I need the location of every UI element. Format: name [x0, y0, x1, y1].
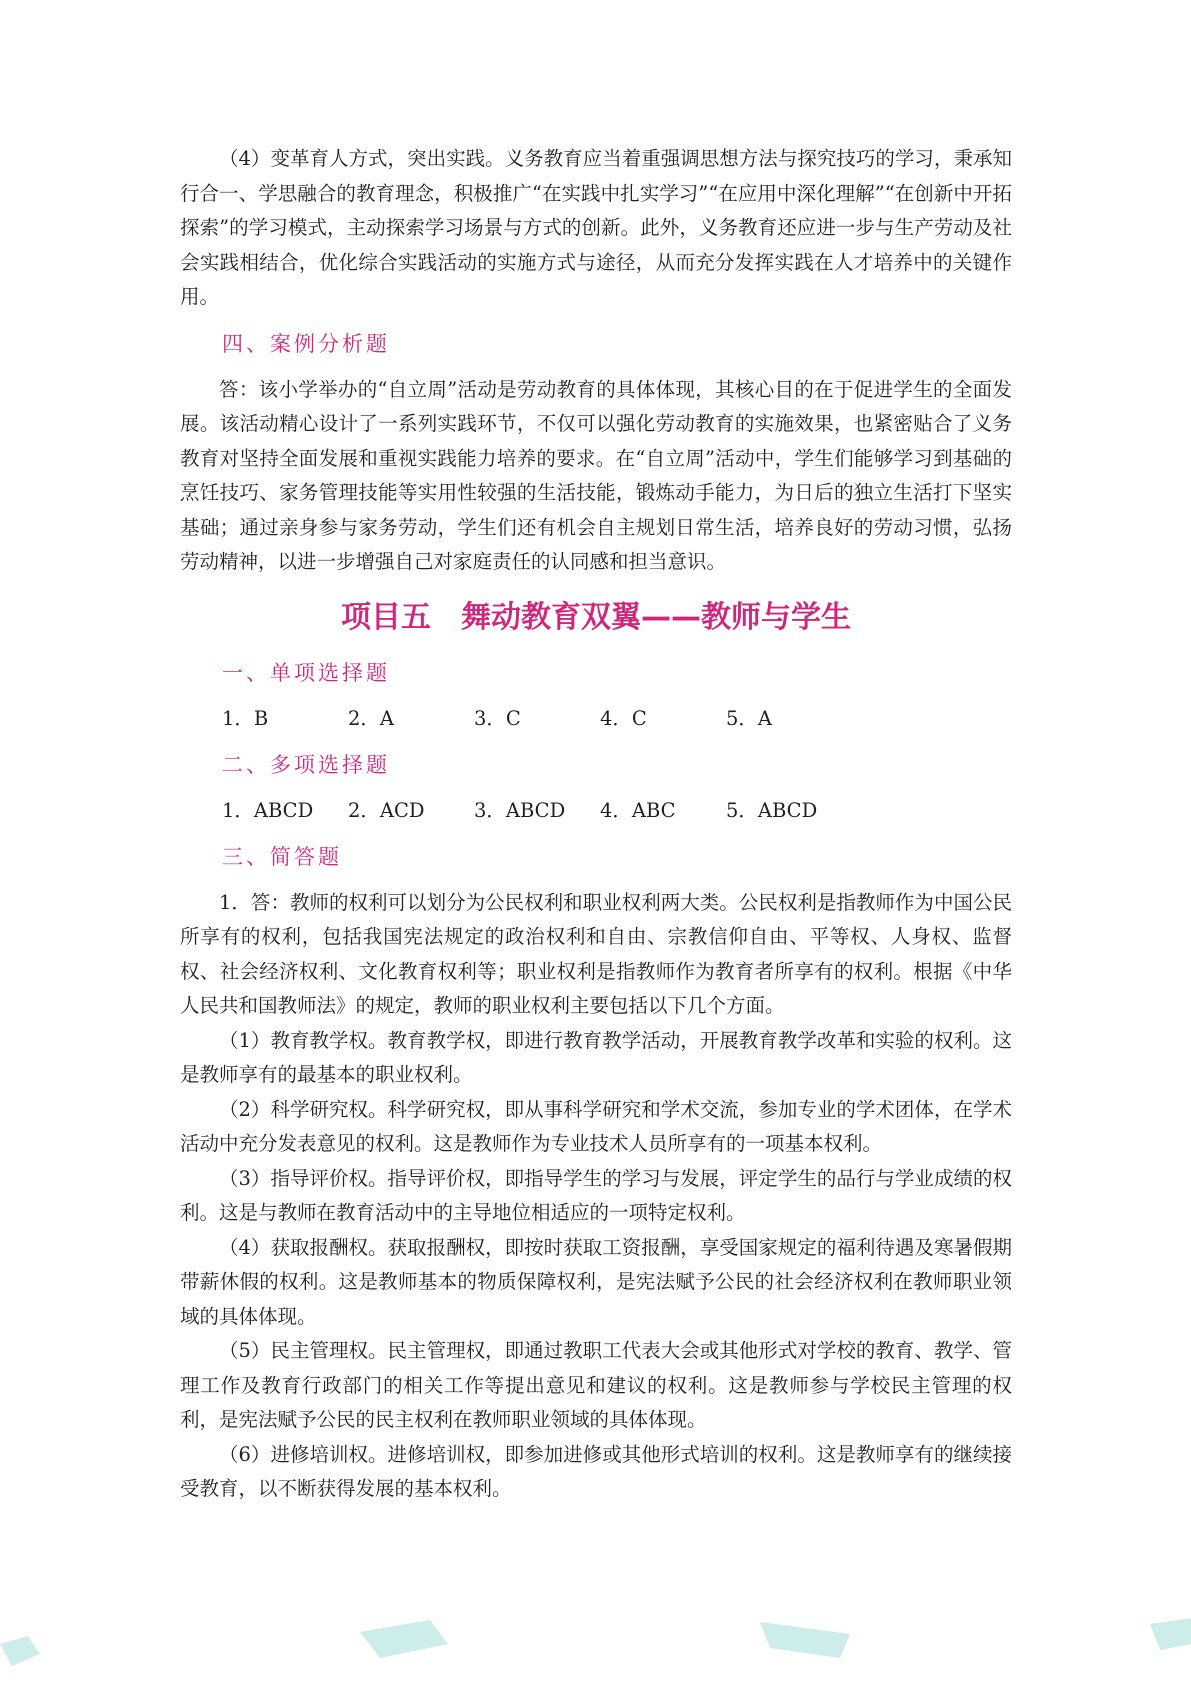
paragraph-reform-practice: （4）变革育人方式，突出实践。义务教育应当着重强调思想方法与探究技巧的学习，秉承知行合一、学思融合的教育理念，积极推广“在实践中扎实学习”“在应用中深化理解”“在创新中开拓探索”的学习模式，主动探索学习场景与方式的创新。此外，义务教育还应进一步与生产劳动及社会实践相结合，优化综合实践活动的实施方式与途径，从而充分发挥实践在人才培养中的关键作用。 — [180, 147, 1012, 308]
paragraph-teaching-right: （1）教育教学权。教育教学权，即进行教育教学活动，开展教育教学改革和实验的权利。这是教师享有的最基本的职业权利。 — [180, 1028, 1012, 1086]
multi-choice-answer: 4．ABC — [600, 798, 676, 822]
watermark-mark — [0, 1636, 40, 1666]
multi-choice-answers — [180, 794, 1012, 828]
watermark-mark — [360, 1620, 448, 1658]
section-heading-short-answer: 三、简答题 — [222, 844, 342, 869]
paragraph-evaluation-right: （3）指导评价权。指导评价权，即指导学生的学习与发展，评定学生的品行与学业成绩的权利。这是与教师在教育活动中的主导地位相适应的一项特定权利。 — [180, 1166, 1012, 1224]
paragraph-case-answer: 答：该小学举办的“自立周”活动是劳动教育的具体体现，其核心目的在于促进学生的全面发展。该活动精心设计了一系列实践环节，不仅可以强化劳动教育的实施效果，也紧密贴合了义务教育对坚持全面发展和重视实践能力培养的要求。在“自立周”活动中，学生们能够学习到基础的烹饪技巧、家务管理技能等实用性较强的生活技能，锻炼动手能力，为日后的独立生活打下坚实基础；通过亲身参与家务劳动，学生们还有机会自主规划日常生活，培养良好的劳动习惯，弘扬劳动精神，以进一步增强自己对家庭责任的认同感和担当意识。 — [180, 377, 1012, 573]
single-choice-answer: 1．B — [222, 706, 269, 730]
multi-choice-answer: 5．ABCD — [726, 798, 818, 822]
paragraph-teacher-rights-intro: 1．答：教师的权利可以划分为公民权利和职业权利两大类。公民权利是指教师作为中国公民所享有的权利，包括我国宪法规定的政治权利和自由、宗教信仰自由、平等权、人身权、监督权、社会经济权利、文化教育权利等；职业权利是指教师作为教育者所享有的权利。根据《中华人民共和国教师法》的规定，教师的职业权利主要包括以下几个方面。 — [180, 890, 1012, 1017]
paragraph-remuneration-right: （4）获取报酬权。获取报酬权，即按时获取工资报酬，享受国家规定的福利待遇及寒暑假期带薪休假的权利。这是教师基本的物质保障权利，是宪法赋予公民的社会经济权利在教师职业领域的具体体现。 — [180, 1235, 1012, 1328]
single-choice-answer: 3．C — [474, 706, 521, 730]
single-choice-answer: 4．C — [600, 706, 647, 730]
watermark-decoration — [0, 1614, 1191, 1684]
section-heading-multi-choice: 二、多项选择题 — [222, 752, 390, 777]
multi-choice-answer: 2．ACD — [348, 798, 425, 822]
watermark-mark — [760, 1622, 850, 1658]
section-heading-case-analysis: 四、案例分析题 — [222, 331, 390, 356]
paragraph-training-right: （6）进修培训权。进修培训权，即参加进修或其他形式培训的权利。这是教师享有的继续接受教育，以不断获得发展的基本权利。 — [180, 1442, 1012, 1500]
single-choice-answer: 5．A — [726, 706, 772, 730]
multi-choice-answer: 3．ABCD — [474, 798, 566, 822]
section-heading-single-choice: 一、单项选择题 — [222, 660, 390, 685]
document-page — [180, 142, 1012, 1507]
multi-choice-answer: 1．ABCD — [222, 798, 314, 822]
paragraph-research-right: （2）科学研究权。科学研究权，即从事科学研究和学术交流，参加专业的学术团体，在学术活动中充分发表意见的权利。这是教师作为专业技术人员所享有的一项基本权利。 — [180, 1097, 1012, 1155]
chapter-title: 项目五 舞动教育双翼——教师与学生 — [341, 599, 851, 635]
single-choice-answers — [180, 702, 1012, 736]
watermark-mark — [1150, 1618, 1191, 1650]
single-choice-answer: 2．A — [348, 706, 394, 730]
paragraph-management-right: （5）民主管理权。民主管理权，即通过教职工代表大会或其他形式对学校的教育、教学、管理工作及教育行政部门的相关工作等提出意见和建议的权利。这是教师参与学校民主管理的权利，是宪法赋予公民的民主权利在教师职业领域的具体体现。 — [180, 1339, 1012, 1431]
